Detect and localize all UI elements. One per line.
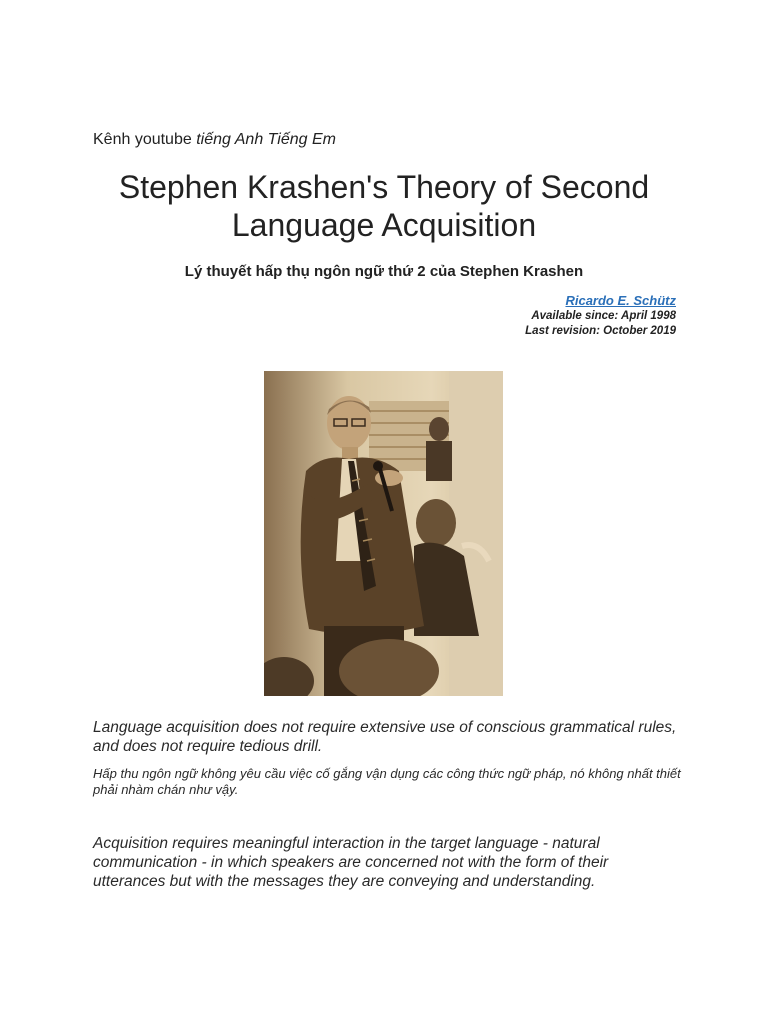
portrait-photo-icon: [264, 371, 503, 696]
channel-prefix: Kênh youtube: [93, 131, 197, 148]
paragraph-meaningful-interaction: Acquisition requires meaningful interaction in the target language - natural communication - in which speakers are concerned not with the form of their utterances but with the messages they are conveying and understanding.: [93, 835, 609, 890]
vietnamese-subtitle: Lý thuyết hấp thụ ngôn ngữ thứ 2 của Stephen Krashen: [184, 263, 584, 280]
author-link[interactable]: Ricardo E. Schütz: [565, 293, 676, 308]
channel-name: tiếng Anh Tiếng Em: [196, 131, 336, 148]
last-revision: Last revision: October 2019: [525, 325, 676, 337]
krashen-photo: [264, 371, 503, 696]
page-title: Stephen Krashen's Theory of Second Language Acquisition: [118, 169, 650, 243]
available-since: Available since: April 1998: [531, 310, 676, 322]
article-meta: [525, 292, 676, 339]
channel-line: [93, 131, 336, 149]
paragraph-acquisition-rules-vi: Hấp thu ngôn ngữ không yêu cầu việc cố gắng vận dụng các công thức ngữ pháp, nó không nhất thiết phải nhàm chán như vậy.: [93, 766, 681, 797]
paragraph-acquisition-rules: Language acquisition does not require extensive use of conscious grammatical rules, and does not require tedious drill.: [93, 719, 677, 755]
